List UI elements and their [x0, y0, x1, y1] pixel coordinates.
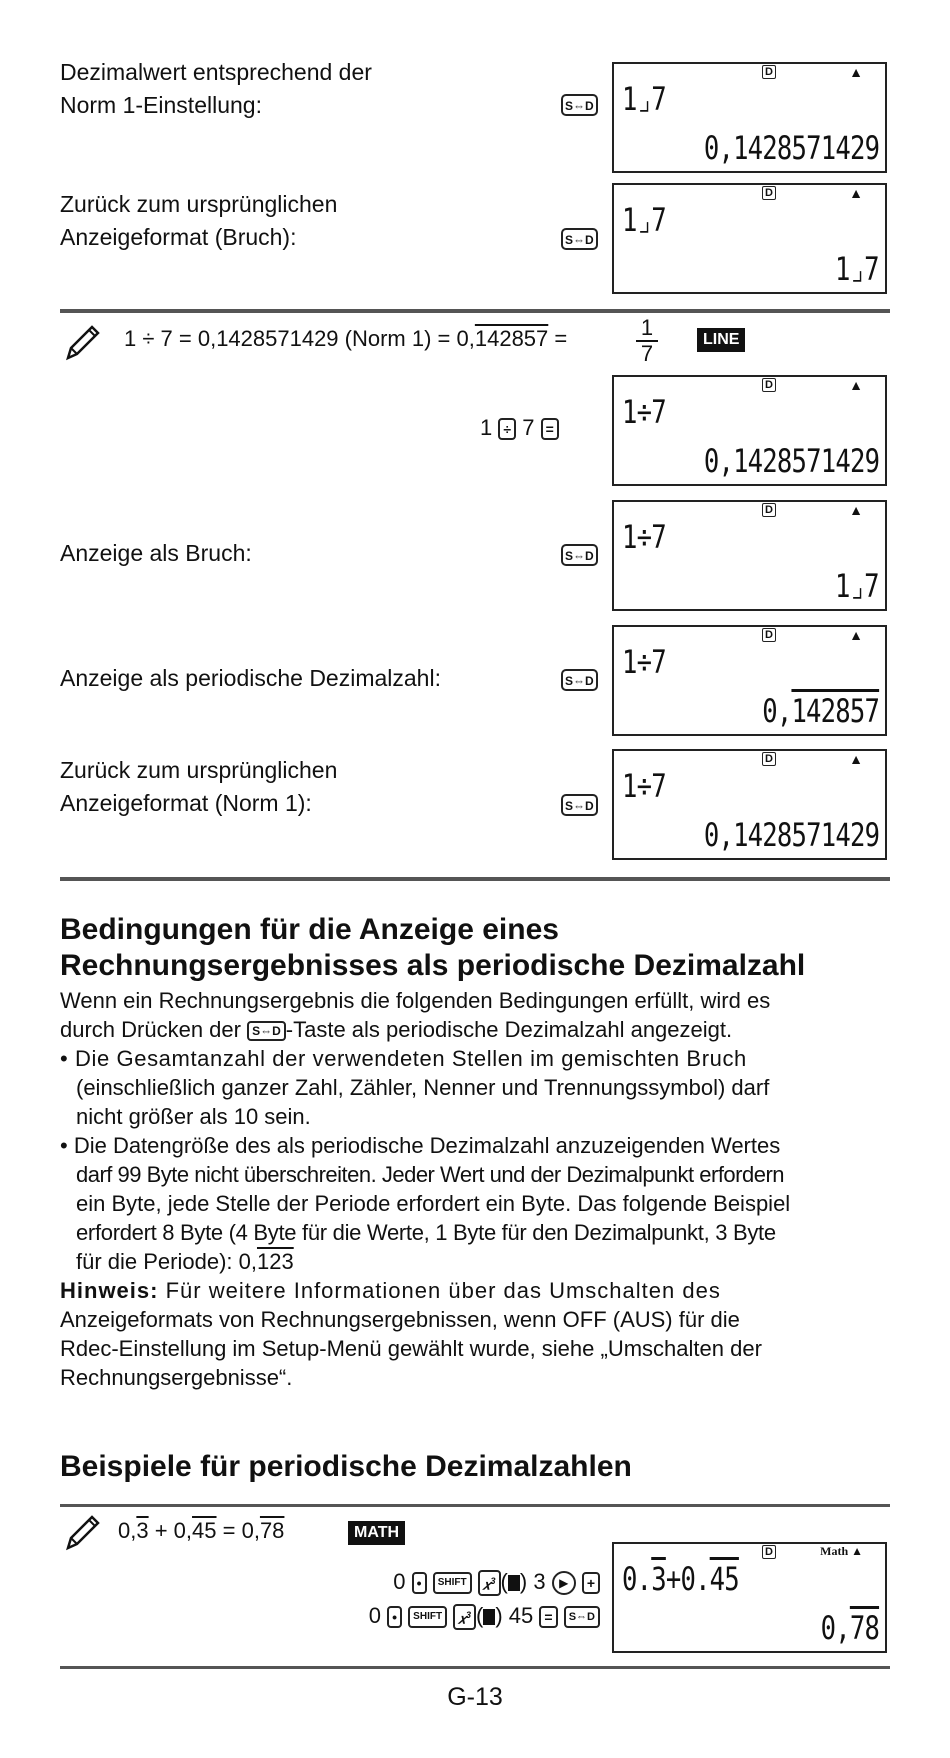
calculator-display: [612, 749, 887, 860]
note-line: Rdec-Einstellung im Setup-Menü gewählt wurde, siehe „Umschalten der: [60, 1336, 762, 1361]
example-formula: [118, 1516, 284, 1546]
bullet-line: nicht größer als 10 sein.: [76, 1104, 311, 1129]
divider: [60, 877, 890, 881]
d-indicator: D: [762, 65, 776, 79]
shift-key: SHIFT: [408, 1606, 447, 1628]
fraction-numerator: 1: [640, 315, 654, 340]
d-indicator: D: [762, 378, 776, 392]
output-text: 0,: [762, 692, 792, 730]
text-line: [60, 1015, 890, 1044]
equals-key: =: [541, 418, 559, 440]
note-line: Rechnungsergebnisse“.: [60, 1365, 293, 1390]
divider: [60, 1666, 890, 1669]
key-label: 3: [466, 1610, 472, 1621]
formula-period: 142857: [474, 326, 549, 351]
key-label: ): [495, 1603, 503, 1628]
display-input: 1÷7: [622, 393, 666, 431]
label-line: Anzeigeformat (Bruch):: [60, 224, 297, 250]
display-input: 1÷7: [622, 518, 666, 556]
input-period: 3: [651, 1560, 666, 1598]
formula-text: 1 ÷ 7 = 0,1428571429 (Norm 1) = 0,: [124, 326, 475, 351]
key-label: 3: [533, 1569, 546, 1594]
display-input: 1÷7: [622, 767, 666, 805]
cube-root-icon: [483, 1609, 495, 1625]
input-text: 0.: [622, 1560, 652, 1598]
page-number: G-13: [447, 1683, 503, 1711]
key-label: (: [500, 1569, 508, 1594]
formula-text: + 0,: [148, 1518, 193, 1543]
formula-period: 45: [192, 1518, 217, 1543]
up-arrow-icon: ▲: [849, 627, 863, 643]
divide-key: ÷: [498, 418, 516, 440]
dot-key: •: [387, 1606, 402, 1628]
formula-text: 0,: [118, 1518, 137, 1543]
x-cubed-key: [453, 1604, 476, 1630]
display-output: 0,1428571429: [703, 816, 879, 854]
display-output: 1⌟7: [835, 567, 879, 605]
key-label: 3: [490, 1576, 496, 1587]
key-label: 45: [508, 1603, 534, 1628]
fraction-denominator: 7: [636, 340, 658, 366]
output-period: 78: [849, 1609, 879, 1647]
display-input: [622, 1560, 739, 1598]
calculator-display: [612, 625, 887, 736]
pencil-icon: [62, 322, 102, 362]
formula-text: =: [548, 326, 568, 351]
text-span: für die Periode): 0,: [76, 1249, 257, 1274]
text-span: Für weitere Informationen über das Umschalten des: [158, 1278, 721, 1303]
bullet-line: • Die Gesamtanzahl der verwendeten Stellen im gemischten Bruch: [60, 1046, 747, 1071]
right-arrow-key: ▶: [552, 1571, 576, 1595]
key-sequence: [480, 413, 559, 443]
up-arrow-icon: ▲: [849, 64, 863, 80]
input-period: 45: [709, 1560, 739, 1598]
display-output: 0,1428571429: [703, 129, 879, 167]
text-span: durch Drücken der: [60, 1017, 248, 1042]
label-dezimalwert: [60, 56, 372, 122]
output-period: 142857: [791, 692, 879, 730]
bullet-line: erfordert 8 Byte (4 Byte für die Werte, 1 Byte für den Dezimalpunkt, 3 Byte: [76, 1220, 776, 1245]
label-line: Anzeigeformat (Norm 1):: [60, 790, 312, 816]
up-arrow-icon: ▲: [849, 751, 863, 767]
label-zurueck-bruch: [60, 188, 337, 254]
note-line: Anzeigeformats von Rechnungsergebnissen, wenn OFF (AUS) für die: [60, 1307, 740, 1332]
bullet-line: ein Byte, jede Stelle der Periode erfordert ein Byte. Das folgende Beispiel: [76, 1191, 791, 1216]
display-input: 1⌟7: [622, 201, 666, 239]
sd-key: S⇔D: [561, 94, 598, 116]
label-line: Norm 1-Einstellung:: [60, 92, 262, 118]
up-arrow-icon: ▲: [849, 502, 863, 518]
display-input: 1÷7: [622, 643, 666, 681]
shift-key: SHIFT: [433, 1572, 472, 1594]
display-output: [821, 1609, 879, 1647]
bullet-line: • Die Datengröße des als periodische Dezimalzahl anzuzeigenden Wertes: [60, 1133, 781, 1158]
d-indicator: D: [762, 1545, 776, 1559]
d-indicator: D: [762, 186, 776, 200]
bullet-line: (einschließlich ganzer Zahl, Zähler, Nenner und Trennungssymbol) darf: [76, 1075, 770, 1100]
plus-key: +: [582, 1572, 600, 1594]
dot-key: •: [412, 1572, 427, 1594]
bullet-line: [60, 1247, 890, 1276]
key-label: 𝑥: [482, 1577, 491, 1594]
key-label: 0: [368, 1603, 382, 1628]
calculator-display: [612, 62, 887, 173]
sd-key: S⇔D: [564, 1606, 600, 1628]
display-output: [762, 692, 879, 730]
formula-text: = 0,: [216, 1518, 260, 1543]
divider: [60, 309, 890, 313]
example-formula: [124, 324, 567, 354]
key-sequence: [393, 1567, 600, 1597]
key-sequence: [369, 1601, 600, 1631]
input-text: +0.: [665, 1560, 710, 1598]
text-span: -Taste als periodische Dezimalzahl angezeigt.: [285, 1017, 733, 1042]
period-digits: 123: [256, 1249, 294, 1274]
key-label: 7: [522, 415, 535, 440]
label-periodisch: Anzeige als periodische Dezimalzahl:: [60, 665, 441, 691]
section-heading: [60, 912, 805, 984]
key-label: 𝑥: [458, 1611, 466, 1628]
mode-badge-line: LINE: [697, 328, 745, 352]
display-output: 0,1428571429: [703, 442, 879, 480]
d-indicator: D: [762, 752, 776, 766]
calculator-display: [612, 375, 887, 486]
fraction: [636, 316, 658, 366]
display-input: 1⌟7: [622, 80, 666, 118]
d-indicator: D: [762, 628, 776, 642]
sd-key: S⇔D: [561, 794, 598, 816]
calculator-display: [612, 500, 887, 611]
sd-key: S⇔D: [561, 669, 598, 691]
bullet-line: darf 99 Byte nicht überschreiten. Jeder Wert und der Dezimalpunkt erfordern: [76, 1162, 785, 1187]
note-label: Hinweis:: [60, 1278, 159, 1303]
pencil-icon: [62, 1512, 102, 1552]
text-line: Wenn ein Rechnungsergebnis die folgenden Bedingungen erfüllt, wird es: [60, 988, 771, 1013]
equals-key: =: [539, 1606, 557, 1628]
calculator-display: [612, 1542, 887, 1653]
label-line: Zurück zum ursprünglichen: [60, 757, 338, 783]
formula-period: 3: [136, 1518, 149, 1543]
conditions-text: [60, 986, 890, 1392]
label-line: Dezimalwert entsprechend der: [60, 59, 372, 85]
section-heading: Beispiele für periodische Dezimalzahlen: [60, 1450, 632, 1483]
output-text: 0,: [820, 1609, 850, 1647]
d-indicator: D: [762, 503, 776, 517]
sd-key: S⇔D: [561, 228, 598, 250]
sd-key: S⇔D: [561, 544, 598, 566]
up-arrow-icon: ▲: [849, 377, 863, 393]
mode-badge-math: MATH: [348, 1521, 405, 1545]
up-arrow-icon: ▲: [849, 185, 863, 201]
note-line: [60, 1276, 890, 1305]
label-zurueck-norm: [60, 754, 337, 820]
calculator-display: [612, 183, 887, 294]
key-label: 0: [393, 1569, 406, 1594]
heading-line: Bedingungen für die Anzeige eines: [60, 913, 559, 946]
divider: [60, 1504, 890, 1507]
label-line: Zurück zum ursprünglichen: [60, 191, 338, 217]
key-label: (: [476, 1603, 484, 1628]
sd-key: S⇔D: [247, 1021, 286, 1041]
formula-period: 78: [259, 1518, 285, 1543]
x-cubed-key: [478, 1570, 501, 1596]
key-label: ): [519, 1569, 528, 1594]
display-output: 1⌟7: [835, 250, 879, 288]
label-bruch: Anzeige als Bruch:: [60, 540, 252, 566]
heading-line: Rechnungsergebnisses als periodische Dezimalzahl: [60, 949, 806, 982]
math-indicator: Math ▲: [820, 1544, 863, 1558]
key-label: 1: [480, 415, 493, 440]
cube-root-icon: [508, 1575, 520, 1591]
